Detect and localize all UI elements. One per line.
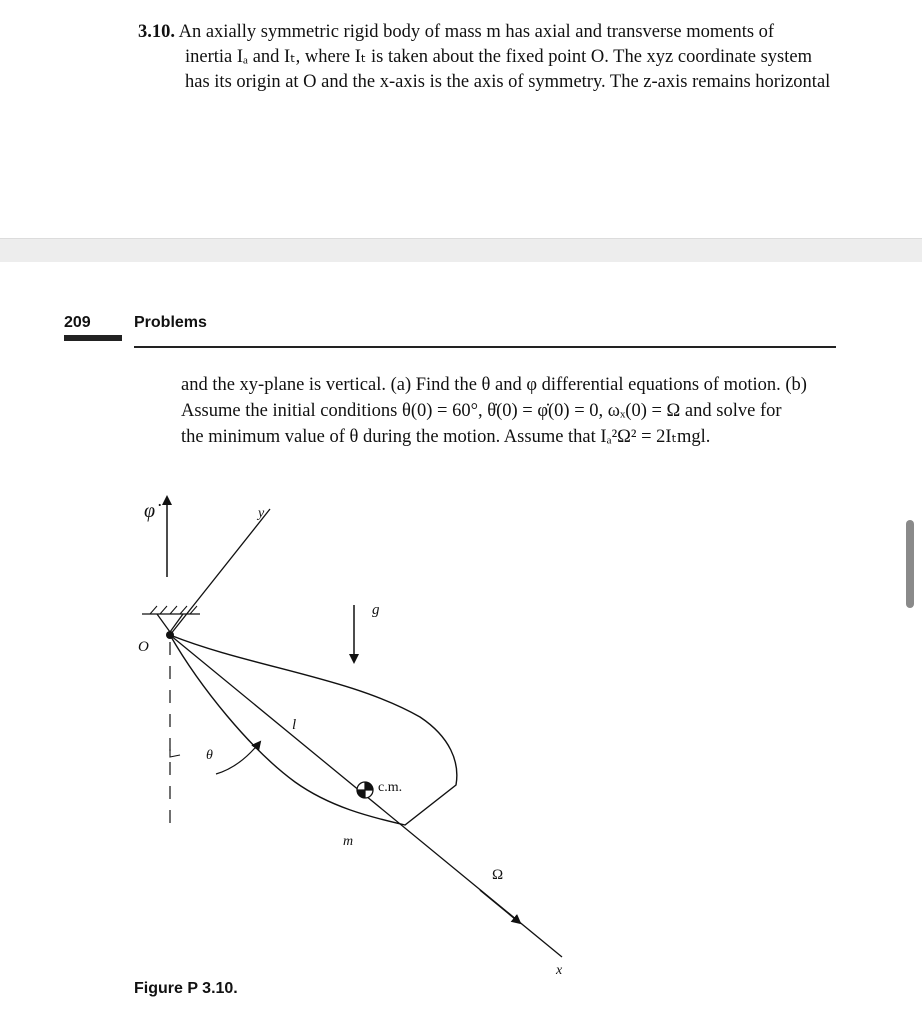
continuation-line-3: the minimum value of θ during the motion. Assume that Iₐ²Ω² = 2Iₜmgl. (181, 427, 711, 447)
center-of-mass-label: c.m. (378, 780, 403, 795)
length-label: l (292, 717, 297, 733)
origin-label: O (138, 639, 149, 655)
page-separator (0, 238, 922, 264)
spin-arrow (480, 890, 520, 923)
x-axis-label: x (556, 963, 563, 978)
continuation-line-1: and the xy-plane is vertical. (a) Find the θ and φ differential equations of motion. (b) (181, 375, 807, 395)
phi-dot-label: φ̇ (144, 500, 156, 522)
figure-p-3-10 (110, 487, 610, 987)
theta-label: θ (206, 748, 213, 763)
y-axis-line (170, 509, 270, 635)
problem-number: 3.10. (138, 22, 175, 42)
problem-line-3: has its origin at O and the x-axis is the axis of symmetry. The z-axis remains horizontal (185, 72, 831, 92)
page-number-bar (64, 335, 122, 341)
page-number: 209 (64, 314, 91, 331)
scrollbar-thumb[interactable] (906, 520, 914, 608)
continuation-line-2: Assume the initial conditions θ(0) = 60°, θ̇(0) = φ̇(0) = 0, ωₓ(0) = Ω and solve for (181, 401, 782, 421)
center-of-mass-symbol (357, 782, 373, 798)
problem-line-1: An axially symmetric rigid body of mass m has axial and transverse moments of (178, 22, 775, 42)
rigid-body-outline (170, 635, 457, 825)
theta-arc (216, 742, 260, 774)
figure-caption: Figure P 3.10. (134, 980, 238, 997)
header-rule (134, 346, 836, 348)
mass-label: m (343, 834, 354, 849)
gravity-label: g (372, 602, 380, 618)
current-page (0, 262, 922, 1024)
right-angle-mark (170, 749, 180, 757)
previous-page (4, 0, 922, 238)
section-title: Problems (134, 314, 207, 331)
spin-label: Ω (492, 867, 504, 883)
problem-continuation (181, 372, 841, 450)
problem-statement (138, 20, 840, 95)
fixed-support (142, 606, 200, 632)
y-axis-label: y (258, 506, 265, 521)
problem-line-2: inertia Iₐ and Iₜ, where Iₜ is taken about the fixed point O. The xyz coordinate system (185, 47, 812, 67)
